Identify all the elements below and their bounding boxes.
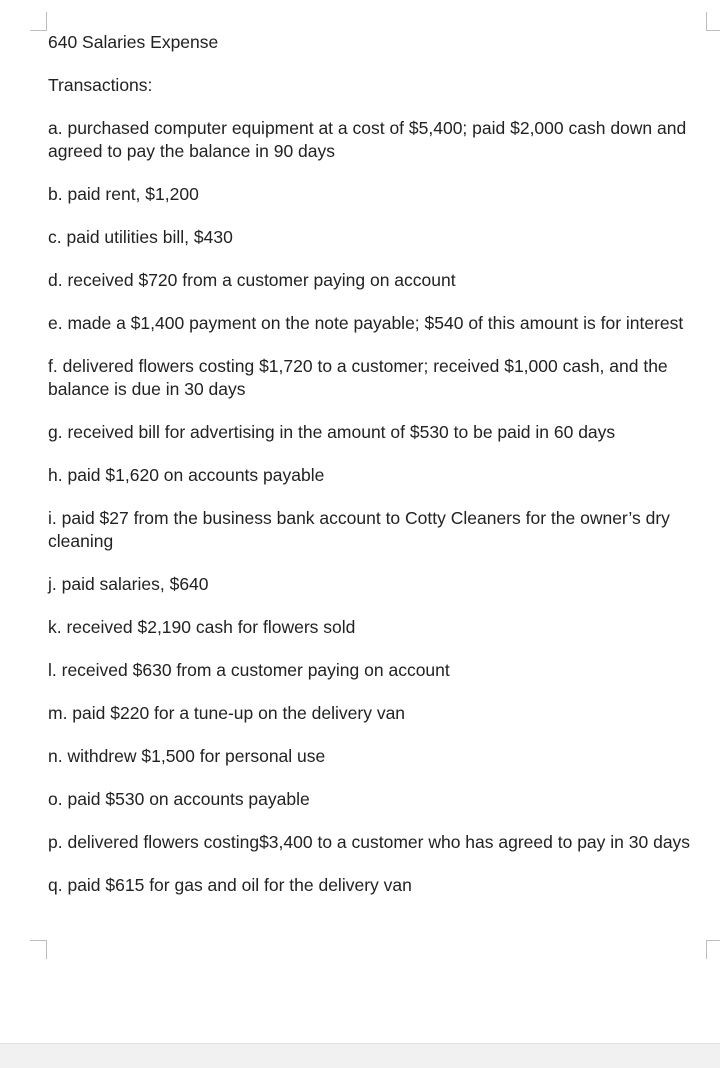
transaction-l: l. received $630 from a customer paying on account bbox=[48, 660, 450, 680]
section-label: Transactions: bbox=[48, 75, 153, 95]
transaction-q: q. paid $615 for gas and oil for the delivery van bbox=[48, 875, 412, 895]
transaction-n: n. withdrew $1,500 for personal use bbox=[48, 746, 326, 766]
transaction-h: h. paid $1,620 on accounts payable bbox=[48, 465, 325, 485]
transaction-p: p. delivered flowers costing$3,400 to a customer who has agreed to pay in 30 days bbox=[48, 832, 691, 852]
transaction-k: k. received $2,190 cash for flowers sold bbox=[48, 617, 356, 637]
transaction-j: j. paid salaries, $640 bbox=[48, 574, 209, 594]
crop-mark-bottom-right bbox=[706, 940, 720, 959]
transaction-g: g. received bill for advertising in the amount of $530 to be paid in 60 days bbox=[48, 422, 616, 442]
transaction-i: i. paid $27 from the business bank account to Cotty Cleaners for the owner’s dry cleaning bbox=[48, 508, 670, 551]
account-header: 640 Salaries Expense bbox=[48, 32, 219, 52]
transaction-e: e. made a $1,400 payment on the note payable; $540 of this amount is for interest bbox=[48, 313, 684, 333]
transaction-b: b. paid rent, $1,200 bbox=[48, 184, 199, 204]
crop-mark-top-right bbox=[706, 12, 720, 31]
page-gap bbox=[0, 1043, 720, 1068]
crop-mark-bottom-left bbox=[30, 940, 47, 959]
transaction-m: m. paid $220 for a tune-up on the delivery van bbox=[48, 703, 406, 723]
transaction-c: c. paid utilities bill, $430 bbox=[48, 227, 233, 247]
transaction-o: o. paid $530 on accounts payable bbox=[48, 789, 310, 809]
transaction-f: f. delivered flowers costing $1,720 to a customer; received $1,000 cash, and the balance is due in 30 days bbox=[48, 356, 668, 399]
transaction-a: a. purchased computer equipment at a cost of $5,400; paid $2,000 cash down and agreed to pay the balance in 90 days bbox=[48, 118, 687, 161]
transaction-d: d. received $720 from a customer paying on account bbox=[48, 270, 456, 290]
document-body bbox=[48, 31, 708, 917]
crop-mark-top-left bbox=[30, 12, 47, 31]
